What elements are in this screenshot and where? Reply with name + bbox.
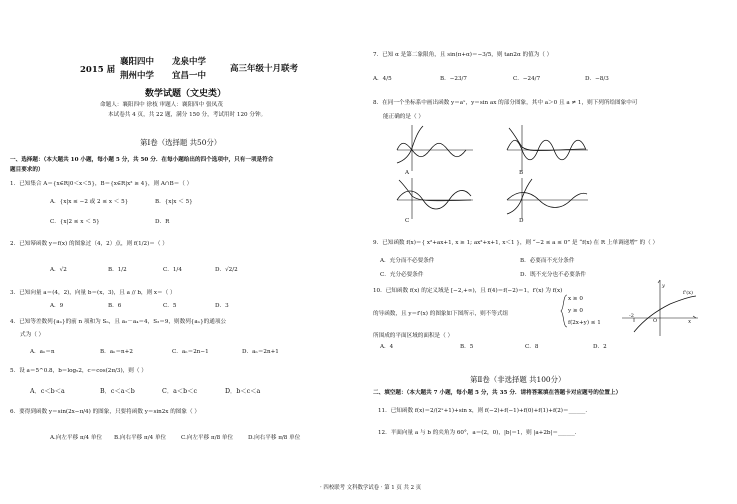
option: B．aₙ＝n+2 xyxy=(100,349,133,355)
system-line: y ≥ 0 xyxy=(568,308,583,314)
question-stem: 7．已知 α 是第二象限角，且 sin(π+α)＝−3/5，则 tan2α 的值为（ ） xyxy=(373,52,553,58)
option: A．4/5 xyxy=(373,76,392,82)
option: D．2 xyxy=(593,344,607,350)
part2-instructions: 二、填空题：（本大题共 7 小题，每小题 5 分，共 35 分．请将答案填在答题卡对应题号的位置上） xyxy=(373,390,622,396)
option: B．5 xyxy=(460,344,474,350)
option: B.向右平移 π/4 单位 xyxy=(114,435,167,441)
system-line: x ≥ 0 xyxy=(568,296,583,302)
question-stem: 6．要得到函数 y＝sin(2x−π/4) 的图象，只要将函数 y＝sin2x 的图象（ ） xyxy=(10,409,200,415)
subject-title: 数学试题（文史类） xyxy=(145,89,227,99)
graph-y-label: y xyxy=(662,283,665,289)
graph-a xyxy=(395,123,475,173)
graph-neg2-label: -2 xyxy=(629,313,634,319)
option: C．充分必要条件 xyxy=(380,272,424,278)
graph-label: C xyxy=(405,218,410,224)
question-stem: 3．已知向量 a＝(4，2)，向量 b＝(x，3)，且 a // b，则 x＝（ ） xyxy=(10,290,176,296)
graph-fx-label: f'(x) xyxy=(683,290,693,296)
graph-x-label: x xyxy=(688,319,692,325)
info-line: 本试卷共 4 页，共 22 题，满分 150 分，考试用时 120 分钟。 xyxy=(108,112,267,118)
question-stem: 2．已知幂函数 y＝f(x) 的图象过（4，2）点，则 f(1/2)＝（ ） xyxy=(10,241,168,247)
page-footer: · 四校联考 文科数学试卷 · 第 1 页 共 2 页 xyxy=(320,485,422,491)
question-stem: 9．已知函数 f(x)＝{ x²+ax+1, x ≥ 1; ax²+x+1, x＜1 }，则 “−2 ≤ a ≤ 0” 是 “f(x) 在 R 上单调递增” 的（ ） xyxy=(373,240,659,246)
option: B．−23/7 xyxy=(440,76,467,82)
question-stem-cont: 式为（ ） xyxy=(20,332,45,338)
option: C．{x|2 ≤ x ＜ 5} xyxy=(50,219,100,225)
option: A．aₙ＝n xyxy=(30,349,55,355)
graph-label: B xyxy=(519,170,524,176)
graph-b xyxy=(505,123,590,173)
school-name: 宜昌一中 xyxy=(172,71,207,81)
question-stem: 10．已知函数 f(x) 的定义域是 [−2,+∞)，且 f(4)＝f(−2)＝1，f′(x) 为 f(x) xyxy=(373,288,563,294)
option: B．{x|x ＜ 5} xyxy=(155,199,193,205)
option: D.向右平移 π/8 单位 xyxy=(248,435,301,441)
option: C．−24/7 xyxy=(513,76,541,82)
part1-title: 第Ⅰ卷（选择题 共50分） xyxy=(140,138,222,147)
graph-origin-label: O xyxy=(653,318,658,324)
exam-name: 高三年级十月联考 xyxy=(230,64,299,74)
option: A．4 xyxy=(380,344,394,350)
part1-instructions: 一、选择题：（本大题共 10 小题，每小题 5 分，共 50 分．在每小题给出的四个选项中，只有一项是符合 xyxy=(10,157,274,163)
option: B．1/2 xyxy=(108,267,127,273)
option: C.向左平移 π/8 单位 xyxy=(181,435,234,441)
option: C．1/4 xyxy=(163,267,182,273)
option: A．充分而不必要条件 xyxy=(380,258,435,264)
system-brace xyxy=(560,294,568,328)
option: A.向左平移 π/4 单位 xyxy=(50,435,103,441)
derivative-graph xyxy=(620,278,700,338)
option: D．√2/2 xyxy=(215,267,238,273)
option: A．9 xyxy=(50,303,64,309)
authors-line: 命题人：襄阳四中 徐枝 审题人：襄阳四中 張凤茂 xyxy=(100,102,223,108)
option: D．3 xyxy=(215,303,229,309)
question-12: 12．平面向量 a 与 b 的夹角为 60°，a＝(2，0)，|b|＝1，则 |a+2b|＝______． xyxy=(378,430,581,436)
question-11: 11．已知函数 f(x)＝2/(2ˣ+1)+sin x，则 f(−2)+f(−1)+f(0)+f(1)+f(2)＝______． xyxy=(378,408,591,414)
option: D．既不充分也不必要条件 xyxy=(520,272,587,278)
option: D．b＜c＜a xyxy=(225,388,261,395)
option: B．必要而不充分条件 xyxy=(520,258,575,264)
option: B．6 xyxy=(108,303,122,309)
graph-label: A xyxy=(405,170,410,176)
graph-d xyxy=(505,176,590,221)
option: A．c＜b＜a xyxy=(30,388,65,395)
question-stem-cont: 的导函数，且 y＝f′(x) 的图象如下图所示，则不等式组 xyxy=(373,311,509,317)
system-line: f(2x+y) ≤ 1 xyxy=(568,320,601,326)
question-stem-cont: 能正确的是（ ） xyxy=(383,114,424,120)
option: B．c＜a＜b xyxy=(100,388,135,395)
question-stem: 5．设 a＝5^0.8，b＝log₅2，c＝cos(2π/3)，则（ ） xyxy=(10,368,147,374)
option: C．8 xyxy=(525,344,539,350)
option: C．aₙ＝2n−1 xyxy=(172,349,209,355)
question-stem: 8．在同一个坐标系中画出函数 y＝aˣ，y＝sin ax 的部分图象，其中 a＞0 且 a ≠ 1，则下列所给图象中可 xyxy=(373,100,638,106)
option: D．aₙ＝2n+1 xyxy=(242,349,279,355)
option: C．5 xyxy=(163,303,177,309)
part1-instructions: 题目要求的） xyxy=(10,167,44,173)
school-name: 荆州中学 xyxy=(120,71,155,81)
school-name: 龙泉中学 xyxy=(172,57,207,67)
question-stem-cont: 所围成的平面区域的面积是（ ） xyxy=(373,333,454,339)
question-stem: 1．已知集合 A＝{x∈R|0＜x＜5}，B＝{x∈R|x² ≥ 4}，则 A∩B＝（ ） xyxy=(10,181,193,187)
part2-title: 第Ⅱ卷（非选择题 共100分） xyxy=(470,375,566,384)
option: D．−8/3 xyxy=(585,76,609,82)
school-name: 襄阳四中 xyxy=(120,57,155,67)
question-stem: 4．已知等差数列{aₙ}的前 n 项和为 Sₙ，且 a₂－a₄＝4，S₃＝9，则数列{aₙ}的通项公 xyxy=(10,319,227,325)
option: A．√2 xyxy=(50,267,67,273)
option: A．{x|x ≤ −2 或 2 ≤ x ＜ 5} xyxy=(50,199,129,205)
graph-c xyxy=(395,176,475,221)
option: D．R xyxy=(155,219,170,225)
exam-year: 2015 届 xyxy=(80,65,116,75)
option: C．a＜b＜c xyxy=(162,388,198,395)
graph-label: D xyxy=(519,218,524,224)
